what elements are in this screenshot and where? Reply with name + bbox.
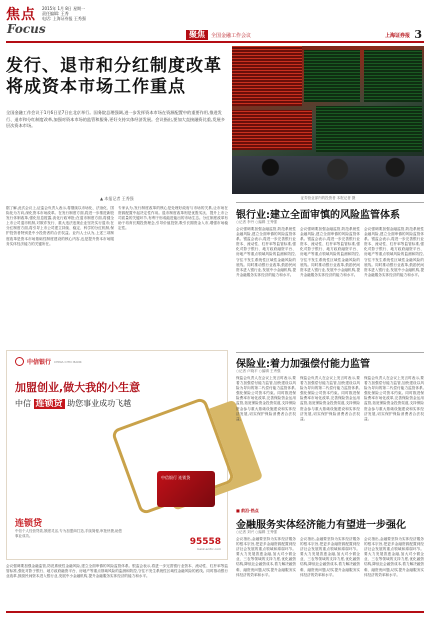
ad-subslogan (15, 396, 131, 409)
bank-advertisement (6, 350, 228, 560)
article-text-banking-col1: 会议强调要加强金融监管,防范系统性金融风险,建立全面审慎的风险监管体系。银监会表示,将进一步完善银行业资本、流动性、杠杆率等监管标准,强化对影子银行、地方政府融资平台、房地产等重点领域风险的监测和防控,守住不发生系统性区域性金融风险的底线。同时推动银行业改革,鼓励民间资本进入银行业,发展中小金融机构,提升金融服务实体经济的能力和水平。 (236, 227, 296, 277)
page-number: 3 (414, 28, 422, 41)
article-byline-insurance: ○记者 卢晓平 ○编辑 王秀强 (236, 369, 281, 373)
photo-caption: 证券营业部内的投资者 本报记者 摄 (300, 196, 356, 200)
article-text-banking-col3: 会议强调要加强金融监管,防范系统性金融风险,建立全面审慎的风险监管体系。银监会表示,将进一步完善银行业资本、流动性、杠杆率等监管标准,强化对影子银行、地方政府融资平台、房地产等重点领域风险的监测和防控,守住不发生系统性区域性金融风险的底线。同时推动银行业改革,鼓励民间资本进入银行业,发展中小金融机构,提升金融服务实体经济的能力和水平。 (364, 227, 424, 277)
ad-slogan: 加盟创业,做大我的小生意 (15, 381, 141, 394)
bank-logo-icon (15, 357, 24, 366)
bank-website: bank.ecitic.com (197, 547, 221, 551)
phone-line: 电话: 上海证券报 王秀强 (42, 16, 86, 21)
column-subtitle: 全国金融工作会议 (211, 32, 252, 39)
ad-sub-mark: 连锁贷 (35, 399, 63, 409)
date-line: 2015年 1月 8日 星期一 (42, 6, 86, 11)
bank-name: 中信银行 (27, 359, 52, 366)
photo-screen-right (364, 50, 422, 102)
column-label (186, 30, 251, 40)
masthead-rule (6, 41, 424, 43)
main-article-col-2: 专家认为,发行制度改革的核心是处理好政府与市场的关系,让市场在资源配置中起决定性作用。退市制度改革则是优胜劣汰、提升上市公司质量的关键环节,有利于形成能进能出的市场生态。分红制度改革有助于培育长期投资理念,引导价值投资,吸引长期资金入市,增强市场稳定性。 (118, 206, 228, 231)
article-byline-realeconomy: ○记者 刘兴 ○编辑 王秀强 (236, 530, 277, 534)
paper-name: 上海证券报 (384, 33, 410, 39)
article-title-banking: 银行业:建立全面审慎的风险监管体系 (236, 210, 400, 221)
photo-screen-bottom (316, 106, 422, 152)
article-text-insurance-col3: 保监会负责人在会议上发言时表示,要着力加强偿付能力监管,加快建设以风险为导向的第二代偿付能力监管体系,强化保险公司资本约束。同时推进保险费率市场化改革,完善保险资金运用监管,拓宽保险资金投资渠道,支持保险资金参与重大基础设施建设和实体经济发展,切实保护保险消费者合法权益。 (364, 376, 424, 421)
lead-photo (232, 46, 424, 194)
card-text: 中信银行 连锁贷 (161, 475, 191, 480)
ad-sub-pre: 中信 (15, 399, 31, 408)
article-title-realeconomy: 金融服务实体经济能力有望进一步强化 (236, 520, 406, 531)
bank-logo (15, 357, 82, 366)
lead-intro: 全国金融工作会议于1月6日至7日在北京举行。国务院总理强调,进一步发挥资本市场在资源配置中的重要作用,推进发行、退市和分红制度改革,加强对资本市场的监管和服务,更好支持实体经济发展。会议指出,要加大直接融资比重,发展多层次资本市场。 (6, 110, 225, 129)
ad-contact (190, 537, 221, 551)
article-text-banking-col2: 会议强调要加强金融监管,防范系统性金融风险,建立全面审慎的风险监管体系。银监会表示,将进一步完善银行业资本、流动性、杠杆率等监管标准,强化对影子银行、地方政府融资平台、房地产等重点领域风险的监测和防控,守住不发生系统性区域性金融风险的底线。同时推动银行业改革,鼓励民间资本进入银行业,发展中小金融机构,提升金融服务实体经济的能力和水平。 (300, 227, 360, 277)
ad-product-block (15, 516, 125, 539)
bank-name-en: CHINA CITIC BANK (54, 359, 82, 364)
product-logo: 连锁贷 (15, 519, 43, 529)
photo-credit: ▲ 本报记者 王秀强 (100, 196, 134, 201)
bottom-rule (6, 611, 424, 613)
section-divider (236, 352, 424, 353)
article-text-realeconomy-col2: 会议指出,金融要坚持为实体经济服务的根本宗旨,把更多金融资源配置到经济社会发展的重点领域和薄弱环节。要大力发展普惠金融,加大对小微企业、三农等领域的支持力度,优化融资结构,降低社会融资成本,着力解决融资难、融资贵问题,切实提升金融服务实体经济的效率和水平。 (300, 537, 360, 577)
lead-headline (6, 56, 228, 98)
article-text-insurance-col1: 保监会负责人在会议上发言时表示,要着力加强偿付能力监管,加快建设以风险为导向的第二代偿付能力监管体系,强化保险公司资本约束。同时推进保险费率市场化改革,完善保险资金运用监管,拓宽保险资金投资渠道,支持保险资金参与重大基础设施建设和实体经济发展,切实保护保险消费者合法权益。 (236, 376, 296, 421)
photo-crowd (232, 156, 424, 194)
masthead (6, 4, 424, 40)
section-tag: ■ 前沿·热点 (236, 508, 259, 513)
photo-red-board (232, 46, 302, 106)
section-logo: 焦点 (6, 7, 36, 23)
lower-left-text: 会议强调要加强金融监管,防范系统性金融风险,建立全面审慎的风险监管体系。银监会表示,将进一步完善银行业资本、流动性、杠杆率等监管标准,强化对影子银行、地方政府融资平台、房地产等重点领域风险的监测和防控,守住不发生系统性区域性金融风险的底线。同时推动银行业改革,鼓励民间资本进入银行业,发展中小金融机构,提升金融服务实体经济的能力和水平。 (6, 564, 228, 579)
product-description: 中信个人经营贷款,额度灵活,专为加盟商打造,手续简便,审批快捷,助您事业成功。 (15, 529, 123, 538)
hotline-number: 95558 (189, 537, 221, 547)
editor-line: 责任编辑: 王秀 (42, 11, 69, 16)
photo-red-board-2 (232, 110, 312, 150)
photo-screen-left (304, 50, 360, 102)
article-text-realeconomy-col1: 会议指出,金融要坚持为实体经济服务的根本宗旨,把更多金融资源配置到经济社会发展的重点领域和薄弱环节。要大力发展普惠金融,加大对小微企业、三农等领域的支持力度,优化融资结构,降低社会融资成本,着力解决融资难、融资贵问题,切实提升金融服务实体经济的效率和水平。 (236, 537, 296, 577)
article-text-insurance-col2: 保监会负责人在会议上发言时表示,要着力加强偿付能力监管,加快建设以风险为导向的第二代偿付能力监管体系,强化保险公司资本约束。同时推进保险费率市场化改革,完善保险资金运用监管,拓宽保险资金投资渠道,支持保险资金参与重大基础设施建设和实体经济发展,切实保护保险消费者合法权益。 (300, 376, 360, 421)
article-text-realeconomy-col3: 会议指出,金融要坚持为实体经济服务的根本宗旨,把更多金融资源配置到经济社会发展的重点领域和薄弱环节。要大力发展普惠金融,加大对小微企业、三农等领域的支持力度,优化融资结构,降低社会融资成本,着力解决融资难、融资贵问题,切实提升金融服务实体经济的效率和水平。 (364, 537, 424, 577)
headline-line-2: 将成资本市场工作重点 (6, 77, 186, 97)
section-divider (236, 202, 424, 203)
bank-card-graphic (157, 471, 215, 507)
headline-line-1: 发行、退市和分红制度改革 (6, 56, 222, 76)
date-block (42, 6, 86, 21)
main-article-col-1: 据了解,此次会议上,证监会负责人表示,将继续以市场化、法治化、国际化为方向,深化资本市场改革。在发行制度方面,将进一步推进新股发行体制改革,强化信息披露,淡化行政审批;在退市制度方面,将健全上市公司退市机制,对欺诈发行、重大违法违规企业坚决实行退市;在分红制度方面,将引导上市公司建立持续、稳定、科学的分红机制,保护投资者特别是中小投资者的合法权益。业内人士认为,上述三项制度改革是资本市场基础性制度建设的核心内容,也是提升资本市场服务实体经济能力的关键所在。 (6, 206, 114, 246)
column-badge: 聚焦 (186, 30, 208, 40)
article-title-insurance: 保险业:着力加强偿付能力监管 (236, 359, 370, 370)
section-en-label: Focus (7, 22, 46, 36)
ad-sub-post: 助您事业成功飞越 (67, 399, 132, 408)
article-byline-banking: ○记者 李丹 ○编辑 王秀强 (236, 220, 277, 224)
